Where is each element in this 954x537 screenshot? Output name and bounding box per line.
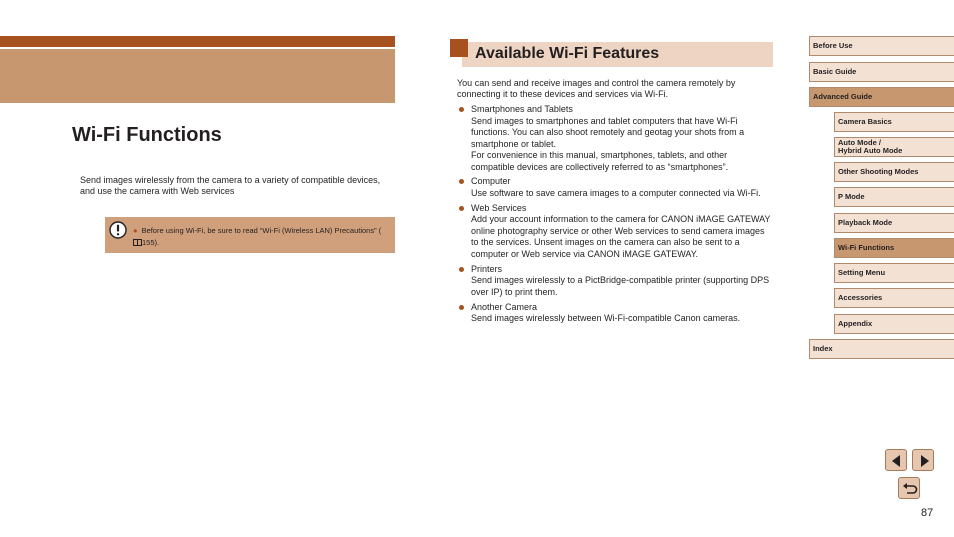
book-icon bbox=[133, 239, 142, 246]
nav-item-setting-menu[interactable] bbox=[834, 263, 954, 283]
bullet-icon bbox=[459, 107, 464, 112]
nav-item-other-shooting-modes[interactable] bbox=[834, 162, 954, 182]
feature-title: Smartphones and Tablets bbox=[471, 104, 573, 114]
chapter-header-band bbox=[0, 49, 395, 103]
feature-title: Another Camera bbox=[471, 301, 538, 312]
section-marker bbox=[450, 39, 468, 57]
nav-item-label: P Mode bbox=[838, 191, 865, 201]
nav-item-label: Index bbox=[813, 343, 833, 353]
feature-desc: Add your account information to the camera for CANON iMAGE GATEWAY online photography service or other Web services to send camera images to the services. Unsent images on the camera can also be sent to a computer or Web service via CANON iMAGE GATEWAY. bbox=[471, 214, 771, 259]
feature-desc: Send images to smartphones and tablet computers that have Wi-Fi functions. You can also shoot remotely and geotag your shots from a smartphone or tablet. bbox=[471, 115, 745, 149]
nav-item-label: Playback Mode bbox=[838, 217, 893, 227]
page-number: 87 bbox=[921, 507, 934, 519]
feature-list bbox=[457, 104, 772, 328]
nav-item-before-use[interactable] bbox=[809, 36, 954, 56]
feature-desc: Send images wirelessly to a PictBridge-compatible printer (supporting DPS over IP) to print them. bbox=[471, 275, 770, 297]
nav-item-label: Camera Basics bbox=[838, 116, 892, 126]
chapter-intro: Send images wirelessly from the camera to a variety of compatible devices, and use the camera with Web services bbox=[80, 175, 381, 196]
bullet-icon: ● bbox=[133, 226, 138, 235]
caution-text-after: ). bbox=[154, 238, 160, 247]
bullet-icon bbox=[459, 305, 464, 310]
next-page-button[interactable] bbox=[912, 449, 934, 471]
nav-item-label: Setting Menu bbox=[838, 267, 886, 277]
feature-item-another-camera bbox=[457, 302, 772, 325]
arrow-right-icon bbox=[913, 450, 935, 472]
nav-item-p-mode[interactable] bbox=[834, 187, 954, 207]
feature-desc-note: For convenience in this manual, smartphones, tablets, and other compatible devices are collectively referred to as “smartphones”. bbox=[471, 150, 729, 172]
feature-item-smartphones bbox=[457, 104, 772, 173]
nav-item-index[interactable] bbox=[809, 339, 954, 359]
nav-item-label: Other Shooting Modes bbox=[838, 166, 919, 176]
nav-item-label: Appendix bbox=[838, 318, 873, 328]
caution-text bbox=[133, 225, 388, 249]
feature-desc: Use software to save camera images to a computer connected via Wi-Fi. bbox=[471, 187, 761, 198]
caution-text-before: Before using Wi-Fi, be sure to read “Wi-Fi (Wireless LAN) Precautions” ( bbox=[141, 226, 382, 235]
nav-item-advanced-guide[interactable] bbox=[809, 87, 954, 107]
bullet-icon bbox=[459, 267, 464, 272]
nav-item-label: Wi-Fi Functions bbox=[838, 242, 895, 252]
nav-item-basic-guide[interactable] bbox=[809, 62, 954, 82]
feature-item-web-services bbox=[457, 203, 772, 261]
arrow-left-icon bbox=[886, 450, 908, 472]
chapter-title: Wi-Fi Functions bbox=[72, 124, 222, 146]
section-title: Available Wi-Fi Features bbox=[475, 45, 660, 62]
nav-item-appendix[interactable] bbox=[834, 314, 954, 334]
caution-page-ref[interactable]: 155 bbox=[142, 238, 155, 247]
feature-item-printers bbox=[457, 264, 772, 299]
nav-item-camera-basics[interactable] bbox=[834, 112, 954, 132]
nav-item-label: Before Use bbox=[813, 40, 853, 50]
nav-item-label: Basic Guide bbox=[813, 66, 857, 76]
caution-icon bbox=[109, 221, 127, 239]
nav-item-playback-mode[interactable] bbox=[834, 213, 954, 233]
feature-title: Printers bbox=[471, 263, 503, 274]
bullet-icon bbox=[459, 206, 464, 211]
nav-item-wifi-functions[interactable] bbox=[834, 238, 954, 258]
feature-item-computer bbox=[457, 176, 772, 199]
return-button[interactable] bbox=[898, 477, 920, 499]
feature-title: Web Services bbox=[471, 202, 527, 213]
nav-item-auto-mode[interactable] bbox=[834, 137, 954, 157]
nav-item-accessories[interactable] bbox=[834, 288, 954, 308]
feature-desc: Send images wirelessly between Wi-Fi-compatible Canon cameras. bbox=[471, 313, 741, 324]
nav-item-label: Accessories bbox=[838, 292, 883, 302]
return-icon bbox=[899, 478, 921, 500]
nav-item-label: Advanced Guide bbox=[813, 91, 873, 101]
feature-title: Computer bbox=[471, 176, 511, 187]
bullet-icon bbox=[459, 179, 464, 184]
chapter-header-band-top bbox=[0, 36, 395, 47]
nav-item-label: Auto Mode / Hybrid Auto Mode bbox=[838, 137, 903, 155]
previous-page-button[interactable] bbox=[885, 449, 907, 471]
section-intro: You can send and receive images and control the camera remotely by connecting it to these devices and services via Wi-Fi. bbox=[457, 78, 736, 99]
